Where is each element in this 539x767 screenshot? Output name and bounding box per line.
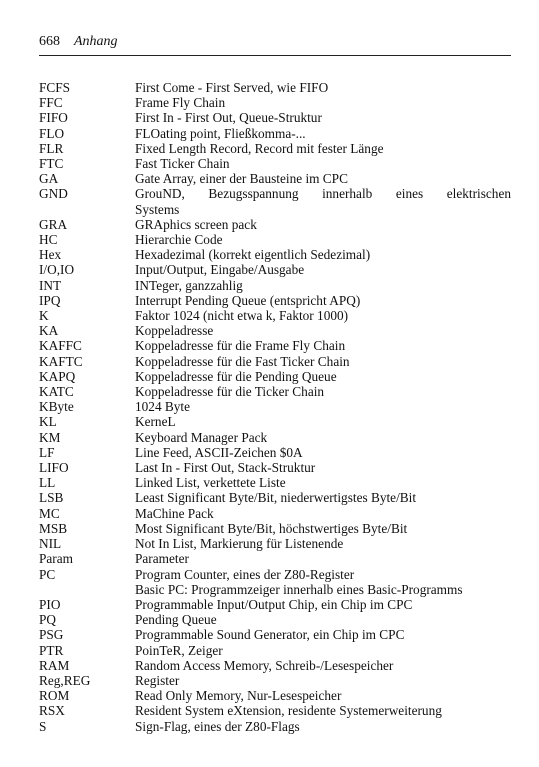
entry-definition: Not In List, Markierung für Listenende [135,536,344,552]
glossary-entry [39,80,511,95]
entry-abbreviation: LF [39,444,55,460]
entry-definition: Frame Fly Chain [135,95,226,111]
glossary-list [39,80,511,734]
entry-abbreviation: FCFS [39,80,71,95]
entry-abbreviation: LSB [39,490,64,506]
glossary-entry [39,232,511,247]
entry-abbreviation: I/O,IO [39,262,75,278]
entry-definition: Fast Ticker Chain [135,156,230,172]
glossary-entry [39,414,511,429]
glossary-entry [39,445,511,460]
entry-abbreviation: HC [39,232,58,248]
entry-abbreviation: FIFO [39,110,68,126]
glossary-entry [39,703,511,718]
entry-abbreviation: PTR [39,642,64,658]
entry-definition: First In - First Out, Queue-Struktur [135,110,322,126]
entry-abbreviation: KAFFC [39,338,82,354]
glossary-entry [39,323,511,338]
entry-abbreviation: Reg,REG [39,672,91,688]
entry-definition: Line Feed, ASCII-Zeichen $0A [135,444,303,460]
entry-definition: Input/Output, Eingabe/Ausgabe [135,262,305,278]
glossary-entry [39,156,511,171]
entry-definition: Keyboard Manager Pack [135,429,268,445]
entry-definition: Basic PC: Programmzeiger innerhalb eines Basic-Programms [135,581,463,597]
entry-abbreviation: KAFTC [39,353,83,369]
glossary-entry [39,262,511,277]
glossary-entry [39,171,511,186]
entry-definition: Faktor 1024 (nicht etwa k, Faktor 1000) [135,308,349,324]
glossary-entry [39,673,511,688]
entry-definition: Systems [135,201,180,217]
entry-definition: Register [135,672,180,688]
page-number: 668 [39,34,60,49]
glossary-entry [39,658,511,673]
entry-abbreviation: IPQ [39,292,61,308]
entry-definition: MaChine Pack [135,505,214,521]
entry-abbreviation: RAM [39,657,70,673]
entry-abbreviation [39,202,135,217]
entry-abbreviation: PC [39,566,56,582]
glossary-entry [39,126,511,141]
entry-definition: Resident System eXtension, residente Systemerweiterung [135,703,442,719]
entry-abbreviation: S [39,718,47,734]
entry-definition: First Come - First Served, wie FIFO [135,80,329,95]
glossary-entry [39,141,511,156]
glossary-entry [39,110,511,125]
entry-definition: KerneL [135,414,176,430]
entry-abbreviation: K [39,308,49,324]
entry-definition: Random Access Memory, Schreib-/Lesespeicher [135,657,394,673]
section-title: Anhang [74,34,118,49]
entry-definition: Sign-Flag, eines der Z80-Flags [135,718,300,734]
entry-definition: Programmable Sound Generator, ein Chip im CPC [135,627,405,643]
entry-abbreviation: KM [39,429,61,445]
entry-abbreviation: KByte [39,399,74,415]
glossary-entry [39,627,511,642]
glossary-entry [39,186,511,201]
entry-abbreviation: FLR [39,140,64,156]
glossary-entry [39,354,511,369]
entry-definition: INTeger, ganzzahlig [135,277,243,293]
glossary-entry [39,643,511,658]
entry-abbreviation: PSG [39,627,64,643]
entry-definition: Last In - First Out, Stack-Struktur [135,460,316,476]
entry-definition: Pending Queue [135,612,217,628]
entry-definition: FLOating point, Fließkomma-... [135,125,306,141]
glossary-entry [39,521,511,536]
glossary-entry [39,247,511,262]
entry-definition: GrouND, Bezugsspannung innerhalb eines elektrischen [135,186,511,202]
entry-abbreviation: LL [39,475,56,491]
entry-definition: Koppeladresse für die Fast Ticker Chain [135,353,350,369]
glossary-entry [39,217,511,232]
glossary-entry [39,551,511,566]
glossary-entry [39,338,511,353]
glossary-entry [39,567,511,582]
entry-abbreviation: GND [39,186,68,202]
glossary-entry [39,582,511,597]
entry-definition: Koppeladresse für die Pending Queue [135,368,337,384]
entry-abbreviation: GA [39,171,59,187]
glossary-entry [39,399,511,414]
glossary-entry [39,430,511,445]
entry-abbreviation: INT [39,277,62,293]
entry-abbreviation: GRA [39,216,68,232]
entry-abbreviation: FLO [39,125,65,141]
entry-abbreviation: Hex [39,247,62,263]
header-rule [39,55,511,56]
entry-abbreviation: FFC [39,95,63,111]
entry-definition: Koppeladresse [135,323,214,339]
entry-abbreviation: RSX [39,703,65,719]
entry-abbreviation: NIL [39,536,62,552]
glossary-entry [39,308,511,323]
glossary-entry [39,490,511,505]
entry-abbreviation: PIO [39,596,61,612]
entry-definition: Fixed Length Record, Record mit fester Länge [135,140,384,156]
entry-definition: Program Counter, eines der Z80-Register [135,566,355,582]
glossary-entry [39,460,511,475]
glossary-entry [39,506,511,521]
entry-abbreviation: Param [39,551,73,567]
glossary-entry [39,95,511,110]
entry-abbreviation: KAPQ [39,368,76,384]
entry-definition: Most Significant Byte/Bit, höchstwertiges Byte/Bit [135,520,408,536]
glossary-entry [39,719,511,734]
entry-definition: GRAphics screen pack [135,216,257,232]
entry-abbreviation: PQ [39,612,56,628]
entry-abbreviation: KA [39,323,59,339]
entry-definition: PoinTeR, Zeiger [135,642,223,658]
entry-definition: Read Only Memory, Nur-Lesespeicher [135,688,342,704]
entry-abbreviation: MSB [39,520,68,536]
entry-abbreviation: KL [39,414,57,430]
entry-abbreviation: KATC [39,384,74,400]
glossary-entry [39,688,511,703]
entry-abbreviation: LIFO [39,460,69,476]
entry-abbreviation: FTC [39,156,64,172]
entry-abbreviation: ROM [39,688,70,704]
glossary-entry [39,475,511,490]
entry-definition: Interrupt Pending Queue (entspricht APQ) [135,292,361,308]
entry-definition: Gate Array, einer der Bausteine im CPC [135,171,348,187]
entry-definition: Hierarchie Code [135,232,223,248]
entry-definition: Hexadezimal (korrekt eigentlich Sedezimal) [135,247,371,263]
entry-definition: Parameter [135,551,189,567]
page-header [39,34,509,54]
glossary-entry [39,278,511,293]
glossary-entry [39,536,511,551]
glossary-entry [39,293,511,308]
glossary-entry [39,612,511,627]
glossary-entry [39,369,511,384]
glossary-entry [39,597,511,612]
entry-definition: Linked List, verkettete Liste [135,475,286,491]
glossary-entry [39,202,511,217]
entry-abbreviation: MC [39,505,60,521]
glossary-entry [39,384,511,399]
entry-definition: 1024 Byte [135,399,191,415]
entry-definition: Koppeladresse für die Ticker Chain [135,384,325,400]
entry-abbreviation [39,582,135,597]
entry-definition: Programmable Input/Output Chip, ein Chip im CPC [135,596,413,612]
entry-definition: Least Significant Byte/Bit, niederwertigstes Byte/Bit [135,490,417,506]
entry-definition: Koppeladresse für die Frame Fly Chain [135,338,346,354]
